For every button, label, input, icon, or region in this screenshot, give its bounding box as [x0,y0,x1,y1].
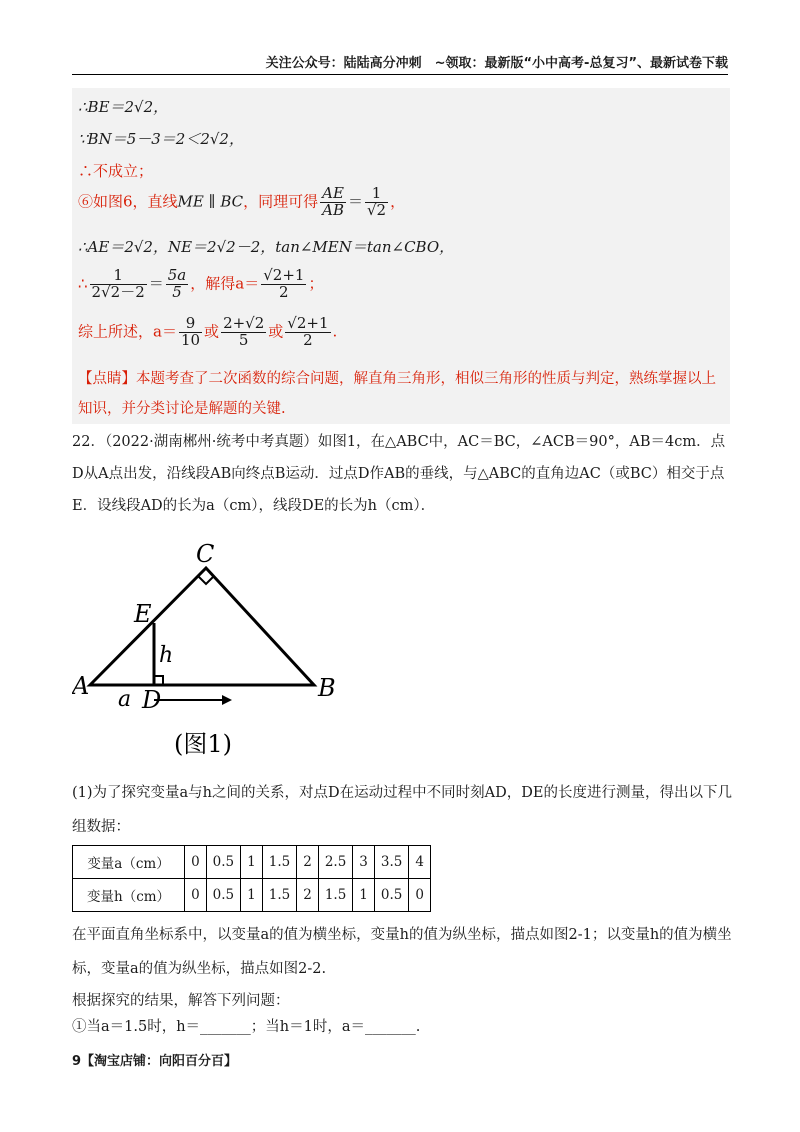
l7-den1: 10 [180,330,201,349]
l6-fraction-3 [261,268,306,301]
solution-line-5: ∴AE＝2√2，NE＝2√2－2，tan∠MEN＝tan∠CBO， [78,238,455,256]
table-cell: 1 [241,879,263,912]
table-cell: 1.5 [262,846,296,879]
l6-text-a: ∴ [78,274,88,293]
l4-text-c: ，同理可得 [243,192,319,211]
l4-den2: √2 [367,200,387,219]
table-cell: 2.5 [318,846,352,879]
solution-box [72,88,730,424]
solution-line-2: ∵BN＝5－3＝2＜2√2， [78,130,244,148]
table-cell: 1 [353,879,375,912]
table-cell: 1.5 [318,879,352,912]
table-cell: 0.5 [374,879,408,912]
figure-caption: (图1) [174,730,232,758]
l6-eq: ＝ [148,274,164,293]
data-table [72,845,431,912]
table-cell: 2 [297,846,319,879]
l7-fraction-3 [285,316,330,349]
l6-end: ； [308,274,324,293]
label-b-vertex: B [318,674,336,702]
l7-text-a: 综上所述，a＝ [78,322,177,341]
l6-den: 2√2－2 [91,282,145,301]
solution-tip: 【点睛】本题考查了二次函数的综合问题，解直角三角形，相似三角形的性质与判定，熟练掌握以上知识，并分类讨论是解题的关键. [78,371,716,417]
part1-prompt: 根据探究的结果，解答下列问题： [72,993,290,1009]
l4-den: AB [322,200,344,219]
l7-den3: 2 [303,330,313,349]
l6-den3: 2 [279,282,289,301]
solution-line-6 [78,268,323,301]
page-footer: 9【淘宝店铺：向阳百分百】 [72,1054,238,1069]
triangle-figure [72,540,362,770]
table-cell: 0 [185,846,207,879]
table-cell: 0.5 [206,846,240,879]
label-c-vertex: C [196,540,215,568]
header-divider [72,74,728,75]
question-22-text: 22．（2022·湖南郴州·统考中考真题）如图1，在△ABC中，AC＝BC，∠ACB＝90°，AB＝4cm．点D从A点出发，沿线段AB向终点B运动．过点D作AB的垂线，与△ABC的直角边AC（或BC）相交于点E．设线段AD的长为a（cm），线段DE的长为h（cm）． [72,434,726,514]
table-cell: 2 [297,879,319,912]
right-angle-mark-c [198,576,214,584]
solution-line-3: ∴不成立； [78,162,154,180]
solution-line-7 [78,316,337,349]
row-a-label: 变量a（cm） [73,846,185,879]
l7-num3: √2+1 [287,314,329,332]
part1-intro: (1)为了探究变量a与h之间的关系，对点D在运动过程中不同时刻AD，DE的长度进行测量，得出以下几组数据： [72,785,732,835]
table-cell: 4 [409,846,431,879]
l6-den2: 5 [172,282,182,301]
l4-fraction-1 [320,186,346,219]
l7-or2: 或 [268,322,284,341]
l4-num2: 1 [365,186,388,203]
table-row-a [73,846,431,879]
l7-or1: 或 [204,322,220,341]
l7-num1: 9 [179,316,202,333]
table-cell: 3.5 [374,846,408,879]
table-row-h [73,879,431,912]
label-d-point: D [142,686,162,714]
l7-fraction-2 [221,316,266,349]
table-cell: 0 [409,879,431,912]
l6-fraction-1 [90,268,147,301]
l7-num2: 2+√2 [223,314,265,332]
triangle-abc [90,568,314,685]
l4-end: ， [390,192,406,211]
label-a-vertex: A [72,672,90,700]
table-cell: 0 [185,879,207,912]
row-h-label: 变量h（cm） [73,879,185,912]
l6-num3: √2+1 [263,266,305,284]
solution-line-4 [78,186,405,219]
l6-text-b: ，解得a＝ [190,274,260,293]
table-cell: 3 [353,846,375,879]
l4-fraction-2 [365,186,388,219]
l7-fraction-1 [179,316,202,349]
l6-num2: 5a [167,266,187,284]
page-header: 关注公众号：陆陆高分冲刺 ~领取：最新版“小中高考-总复习”、最新试卷下载 [265,56,728,71]
table-cell: 1 [241,846,263,879]
label-a-length: a [118,687,132,712]
l4-parallel: ME ∥ BC [177,192,244,211]
part1-question-1: ①当a＝1.5时，h＝_______；当h＝1时，a＝_______. [72,1019,421,1035]
table-cell: 0.5 [206,879,240,912]
part1-after-table: 在平面直角坐标系中，以变量a的值为横坐标，变量h的值为纵坐标，描点如图2-1；以变量h的值为横坐标，变量a的值为纵坐标，描点如图2-2. [72,927,732,977]
motion-arrow-head [222,695,232,705]
l6-fraction-2 [166,268,189,301]
l4-text-a: ⑥如图6，直线 [78,192,178,211]
label-e-point: E [134,600,152,628]
l7-end: . [332,322,338,341]
l4-eq: ＝ [347,192,363,211]
l6-num: 1 [90,268,147,285]
solution-line-1: ∴BE＝2√2， [78,98,169,116]
l4-num: AE [320,186,346,203]
l7-den2: 5 [238,330,249,349]
table-cell: 1.5 [262,879,296,912]
label-h: h [159,643,174,668]
